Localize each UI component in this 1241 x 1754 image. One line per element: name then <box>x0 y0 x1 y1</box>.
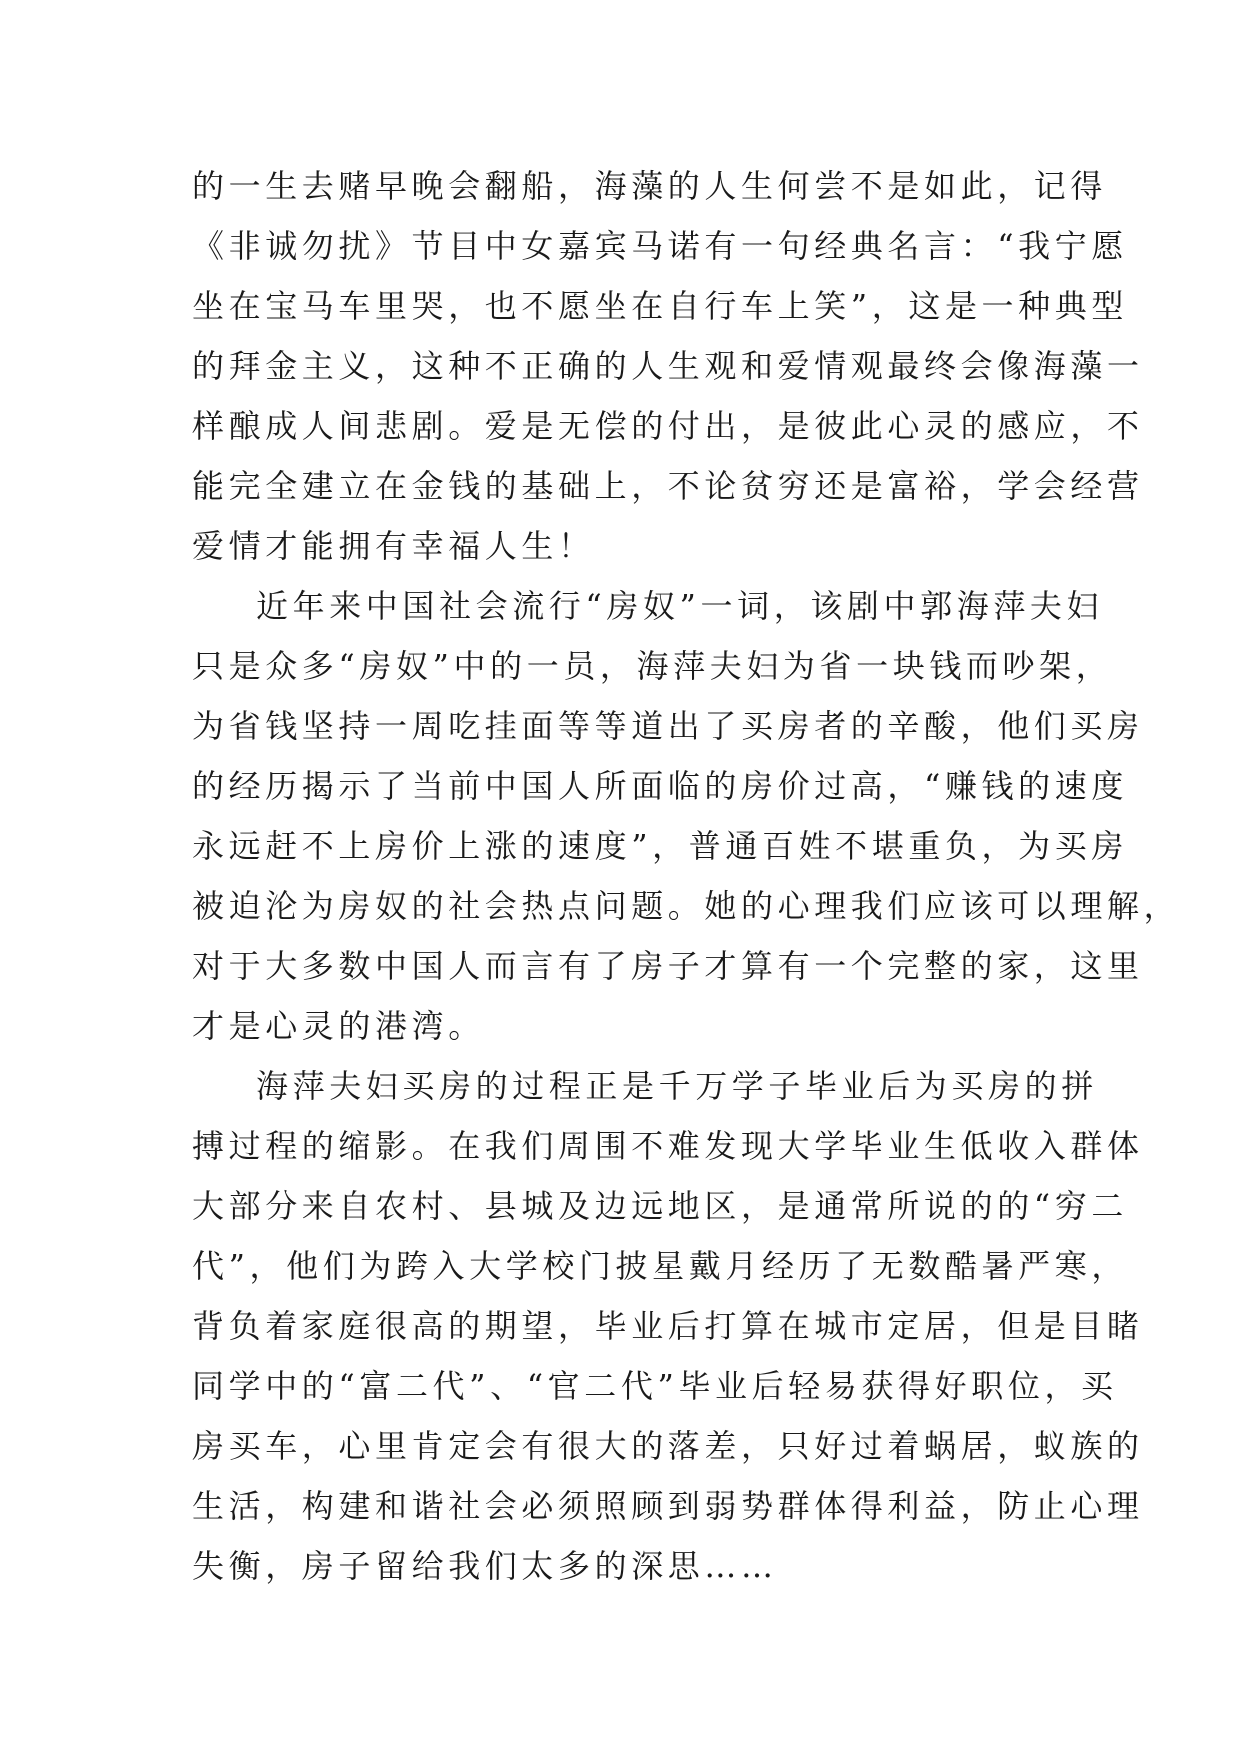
text-line: 的拜金主义，这种不正确的人生观和爱情观最终会像海藻一 <box>192 347 1144 385</box>
text-line: 永远赶不上房价上涨的速度”，普通百姓不堪重负，为买房 <box>192 827 1128 865</box>
text-line: 近年来中国社会流行“房奴”一词，该剧中郭海萍夫妇 <box>256 587 1104 625</box>
text-line: 同学中的“富二代”、“官二代”毕业后轻易获得好职位，买 <box>192 1367 1118 1405</box>
text-line: 爱情才能拥有幸福人生！ <box>192 527 595 565</box>
text-line: 为省钱坚持一周吃挂面等等道出了买房者的辛酸，他们买房 <box>192 707 1144 745</box>
text-line: 大部分来自农村、县城及边远地区，是通常所说的的“穷二 <box>192 1187 1128 1225</box>
text-line: 的一生去赌早晚会翻船，海藻的人生何尝不是如此，记得 <box>192 167 1108 205</box>
text-line: 房买车，心里肯定会有很大的落差，只好过着蜗居，蚁族的 <box>192 1427 1144 1465</box>
body-text <box>192 156 1181 1596</box>
text-line: 的经历揭示了当前中国人所面临的房价过高，“赚钱的速度 <box>192 767 1128 805</box>
text-line: 背负着家庭很高的期望，毕业后打算在城市定居，但是目睹 <box>192 1307 1144 1345</box>
text-line: 搏过程的缩影。在我们周围不难发现大学毕业生低收入群体 <box>192 1127 1144 1165</box>
paragraph-3 <box>192 1056 1144 1596</box>
text-line: 《非诚勿扰》节目中女嘉宾马诺有一句经典名言：“我宁愿 <box>192 227 1128 265</box>
text-line: 坐在宝马车里哭，也不愿坐在自行车上笑”，这是一种典型 <box>192 287 1128 325</box>
text-line: 海萍夫妇买房的过程正是千万学子毕业后为买房的拼 <box>256 1067 1098 1105</box>
text-line: 失衡，房子留给我们太多的深思…… <box>192 1547 778 1585</box>
text-line: 能完全建立在金钱的基础上，不论贫穷还是富裕，学会经营 <box>192 467 1144 505</box>
text-line: 对于大多数中国人而言有了房子才算有一个完整的家，这里 <box>192 947 1144 985</box>
paragraph-1 <box>192 156 1144 576</box>
text-line: 生活，构建和谐社会必须照顾到弱势群体得利益，防止心理 <box>192 1487 1144 1525</box>
text-line: 代”，他们为跨入大学校门披星戴月经历了无数酷暑严寒， <box>192 1247 1128 1285</box>
text-line: 只是众多“房奴”中的一员，海萍夫妇为省一块钱而吵架， <box>192 647 1113 685</box>
text-line: 被迫沦为房奴的社会热点问题。她的心理我们应该可以理解， <box>192 887 1181 925</box>
text-line: 样酿成人间悲剧。爱是无偿的付出，是彼此心灵的感应，不 <box>192 407 1144 445</box>
text-line: 才是心灵的港湾。 <box>192 1007 485 1045</box>
paragraph-2 <box>192 576 1181 1056</box>
